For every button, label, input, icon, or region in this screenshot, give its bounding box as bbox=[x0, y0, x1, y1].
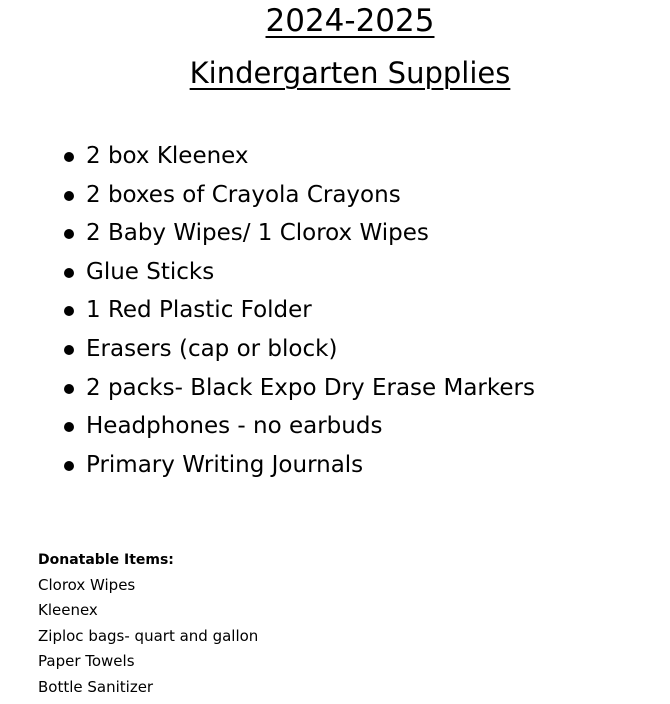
donatable-items-list bbox=[38, 573, 258, 700]
supply-item bbox=[0, 137, 535, 176]
donatable-item: Bottle Sanitizer bbox=[38, 677, 154, 696]
supply-item bbox=[0, 176, 535, 215]
supply-item bbox=[0, 446, 535, 485]
donatable-item: Kleenex bbox=[38, 601, 98, 620]
donatable-items-section bbox=[38, 548, 258, 700]
supply-list bbox=[0, 137, 535, 484]
supply-item bbox=[0, 253, 535, 292]
supply-item-label: Glue Sticks bbox=[86, 258, 215, 285]
supply-item-label: Headphones - no earbuds bbox=[86, 413, 383, 440]
page-title: Kindergarten Supplies bbox=[189, 56, 511, 90]
bullet-icon bbox=[64, 461, 74, 471]
bullet-icon bbox=[64, 191, 74, 201]
bullet-icon bbox=[64, 152, 74, 162]
bullet-icon bbox=[64, 384, 74, 394]
bullet-icon bbox=[64, 229, 74, 239]
donatable-item: Clorox Wipes bbox=[38, 576, 136, 594]
supply-item bbox=[0, 291, 535, 330]
supply-item-label: 2 Baby Wipes/ 1 Clorox Wipes bbox=[86, 220, 429, 247]
supply-item-label: 2 box Kleenex bbox=[86, 143, 249, 169]
supply-item-label: 2 boxes of Crayola Crayons bbox=[86, 181, 401, 208]
bullet-icon bbox=[64, 268, 74, 278]
supply-item bbox=[0, 330, 535, 369]
supply-item bbox=[0, 369, 535, 408]
supply-item bbox=[0, 214, 535, 253]
supply-item-label: Erasers (cap or block) bbox=[86, 335, 338, 362]
donatable-item: Ziploc bags- quart and gallon bbox=[38, 626, 259, 645]
bullet-icon bbox=[64, 306, 74, 316]
supply-item-label: 1 Red Plastic Folder bbox=[86, 297, 312, 324]
bullet-icon bbox=[64, 422, 74, 432]
supply-item-label: 2 packs- Black Expo Dry Erase Markers bbox=[86, 374, 535, 401]
bullet-icon bbox=[64, 345, 74, 355]
school-year-title: 2024-2025 bbox=[265, 3, 435, 39]
supply-item-label: Primary Writing Journals bbox=[86, 451, 364, 478]
donatable-item: Paper Towels bbox=[38, 652, 135, 671]
donatable-items-heading: Donatable Items: bbox=[38, 552, 174, 568]
supply-item bbox=[0, 407, 535, 446]
